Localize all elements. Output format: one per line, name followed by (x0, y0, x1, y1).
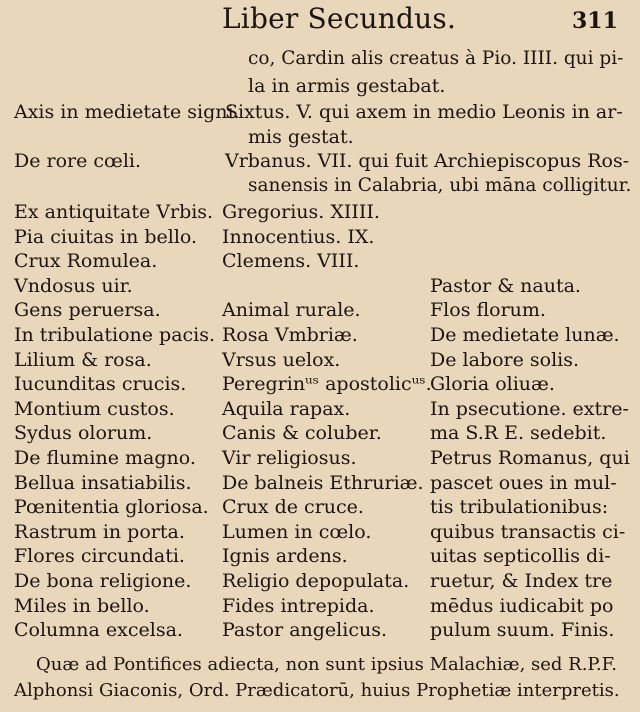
motto-right: ruetur, & Index tre (430, 570, 613, 592)
intro-line: la in armis gestabat. (248, 75, 446, 97)
motto-middle: Fides intrepida. (222, 594, 375, 617)
motto-right: De labore solis. (430, 348, 580, 371)
motto-left: Montium custos. (14, 397, 175, 420)
intro-line: co, Cardin alis creatus à Pio. IIII. qui pi- (248, 48, 624, 69)
motto-right: Gloria oliuæ. (430, 373, 555, 396)
motto-middle: Religio depopulata. (222, 570, 410, 592)
motto-right: Petrus Romanus, qui (430, 447, 630, 469)
motto-left: Iucunditas crucis. (14, 373, 187, 396)
motto-left: Miles in bello. (14, 594, 150, 617)
entry-motto: Axis in medietate signi. (14, 101, 240, 123)
motto-middle: Ignis ardens. (222, 545, 348, 568)
motto-middle: Clemens. VIII. (222, 250, 360, 273)
footer-line: Alphonsi Giaconis, Ord. Prædicatorū, huius Prophetiæ interpretis. (14, 680, 620, 701)
motto-right: quibus transactis ci- (430, 520, 626, 543)
motto-left: Vndosus uir. (14, 274, 133, 297)
motto-right: De medietate lunæ. (430, 324, 620, 346)
motto-left: Bellua insatiabilis. (14, 471, 192, 494)
motto-middle: Canis & coluber. (222, 422, 382, 445)
footer-line: Quæ ad Pontifices adiecta, non sunt ipsius Malachiæ, sed R.P.F. (36, 654, 618, 675)
motto-middle: Peregrinᵘˢ apostolicᵘˢ. (222, 373, 432, 396)
entry-text: Vrbanus. VII. qui fuit Archiepiscopus Ros- (225, 150, 630, 172)
motto-middle: Pastor angelicus. (222, 619, 387, 642)
entry-text: Sixtus. V. qui axem in medio Leonis in ar- (225, 101, 623, 123)
motto-middle: Innocentius. IX. (222, 225, 375, 248)
motto-right: tis tribulationibus: (430, 496, 609, 519)
motto-right: pascet oues in mul- (430, 471, 617, 494)
motto-right: Flos florum. (430, 299, 546, 322)
motto-right: mēdus iudicabit po (430, 594, 614, 617)
motto-left: Pœnitentia gloriosa. (14, 496, 209, 519)
motto-middle: Vir religiosus. (222, 447, 357, 469)
motto-left: Crux Romulea. (14, 250, 158, 273)
motto-middle: Aquila rapax. (222, 397, 351, 420)
motto-left: De bona religione. (14, 570, 192, 592)
motto-middle: De balneis Ethruriæ. (222, 471, 424, 494)
motto-left: Pia ciuitas in bello. (14, 225, 198, 248)
motto-left: Sydus olorum. (14, 422, 153, 445)
motto-left: Flores circundati. (14, 545, 185, 568)
motto-middle: Gregorius. XIIII. (222, 201, 380, 223)
motto-middle: Vrsus uelox. (222, 348, 341, 371)
motto-right: pulum suum. Finis. (430, 619, 615, 642)
motto-left: In tribulatione pacis. (14, 324, 216, 346)
motto-right: uitas septicollis di- (430, 545, 611, 568)
motto-middle: Animal rurale. (222, 299, 361, 322)
motto-right: In psecutione. extre- (430, 397, 629, 420)
motto-left: Rastrum in porta. (14, 520, 185, 543)
motto-left: Lilium & rosa. (14, 348, 152, 371)
motto-middle: Rosa Vmbriæ. (222, 324, 358, 346)
page-number: 311 (572, 8, 618, 34)
entry-text: sanensis in Calabria, ubi māna colligitur. (248, 175, 632, 196)
running-header-title: Liber Secundus. (222, 2, 457, 35)
motto-left: Columna excelsa. (14, 619, 183, 642)
motto-middle: Crux de cruce. (222, 496, 364, 519)
motto-left: De flumine magno. (14, 447, 196, 469)
entry-motto: De rore cœli. (14, 150, 142, 172)
motto-left: Ex antiquitate Vrbis. (14, 201, 214, 223)
motto-left: Gens peruersa. (14, 299, 161, 322)
entry-text: mis gestat. (248, 126, 354, 148)
motto-middle: Lumen in cœlo. (222, 520, 372, 543)
motto-right: Pastor & nauta. (430, 274, 581, 297)
motto-right: ma S.R E. sedebit. (430, 422, 607, 445)
